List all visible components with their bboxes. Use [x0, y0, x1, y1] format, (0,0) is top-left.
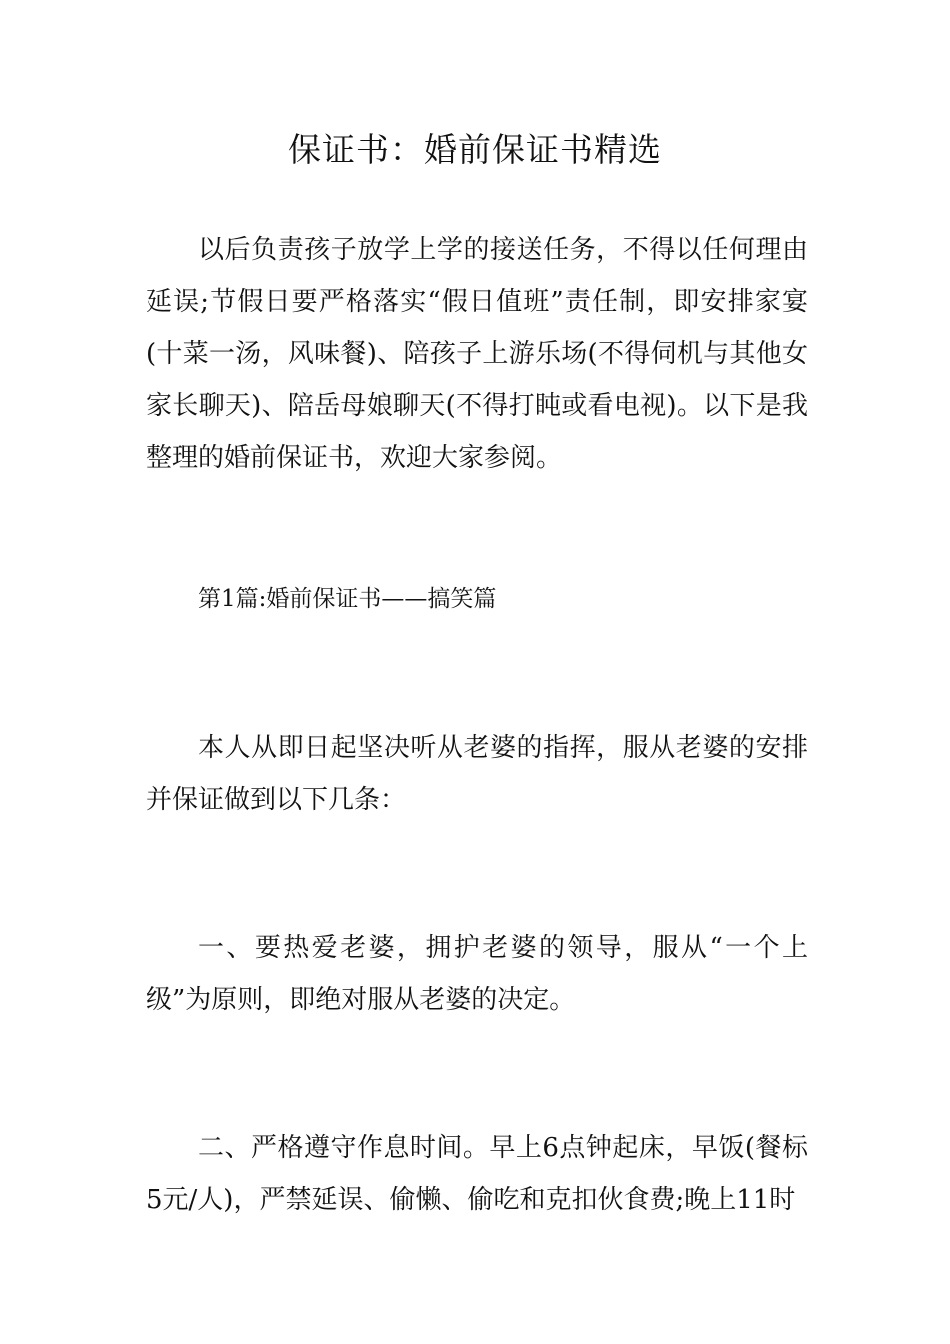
pledge-item-2: 二、严格遵守作息时间。早上6点钟起床，早饭(餐标5元/人)，严禁延误、偷懒、偷吃和克扣伙食费;晚上11时 — [146, 1133, 808, 1215]
section-heading: 第1篇:婚前保证书——搞笑篇 — [198, 586, 497, 612]
pledge-opening-paragraph: 本人从即日起坚决听从老婆的指挥，服从老婆的安排并保证做到以下几条： — [146, 733, 808, 815]
pledge-item-1: 一、要热爱老婆，拥护老婆的领导，服从“一个上级”为原则，即绝对服从老婆的决定。 — [146, 933, 808, 1015]
intro-paragraph: 以后负责孩子放学上学的接送任务，不得以任何理由延误;节假日要严格落实“假日值班”责任制，即安排家宴(十菜一汤，风味餐)、陪孩子上游乐场(不得伺机与其他女家长聊天)、陪岳母娘聊天(不得打盹或看电视)。以下是我整理的婚前保证书，欢迎大家参阅。 — [146, 235, 808, 473]
document-title: 保证书：婚前保证书精选 — [288, 130, 662, 169]
